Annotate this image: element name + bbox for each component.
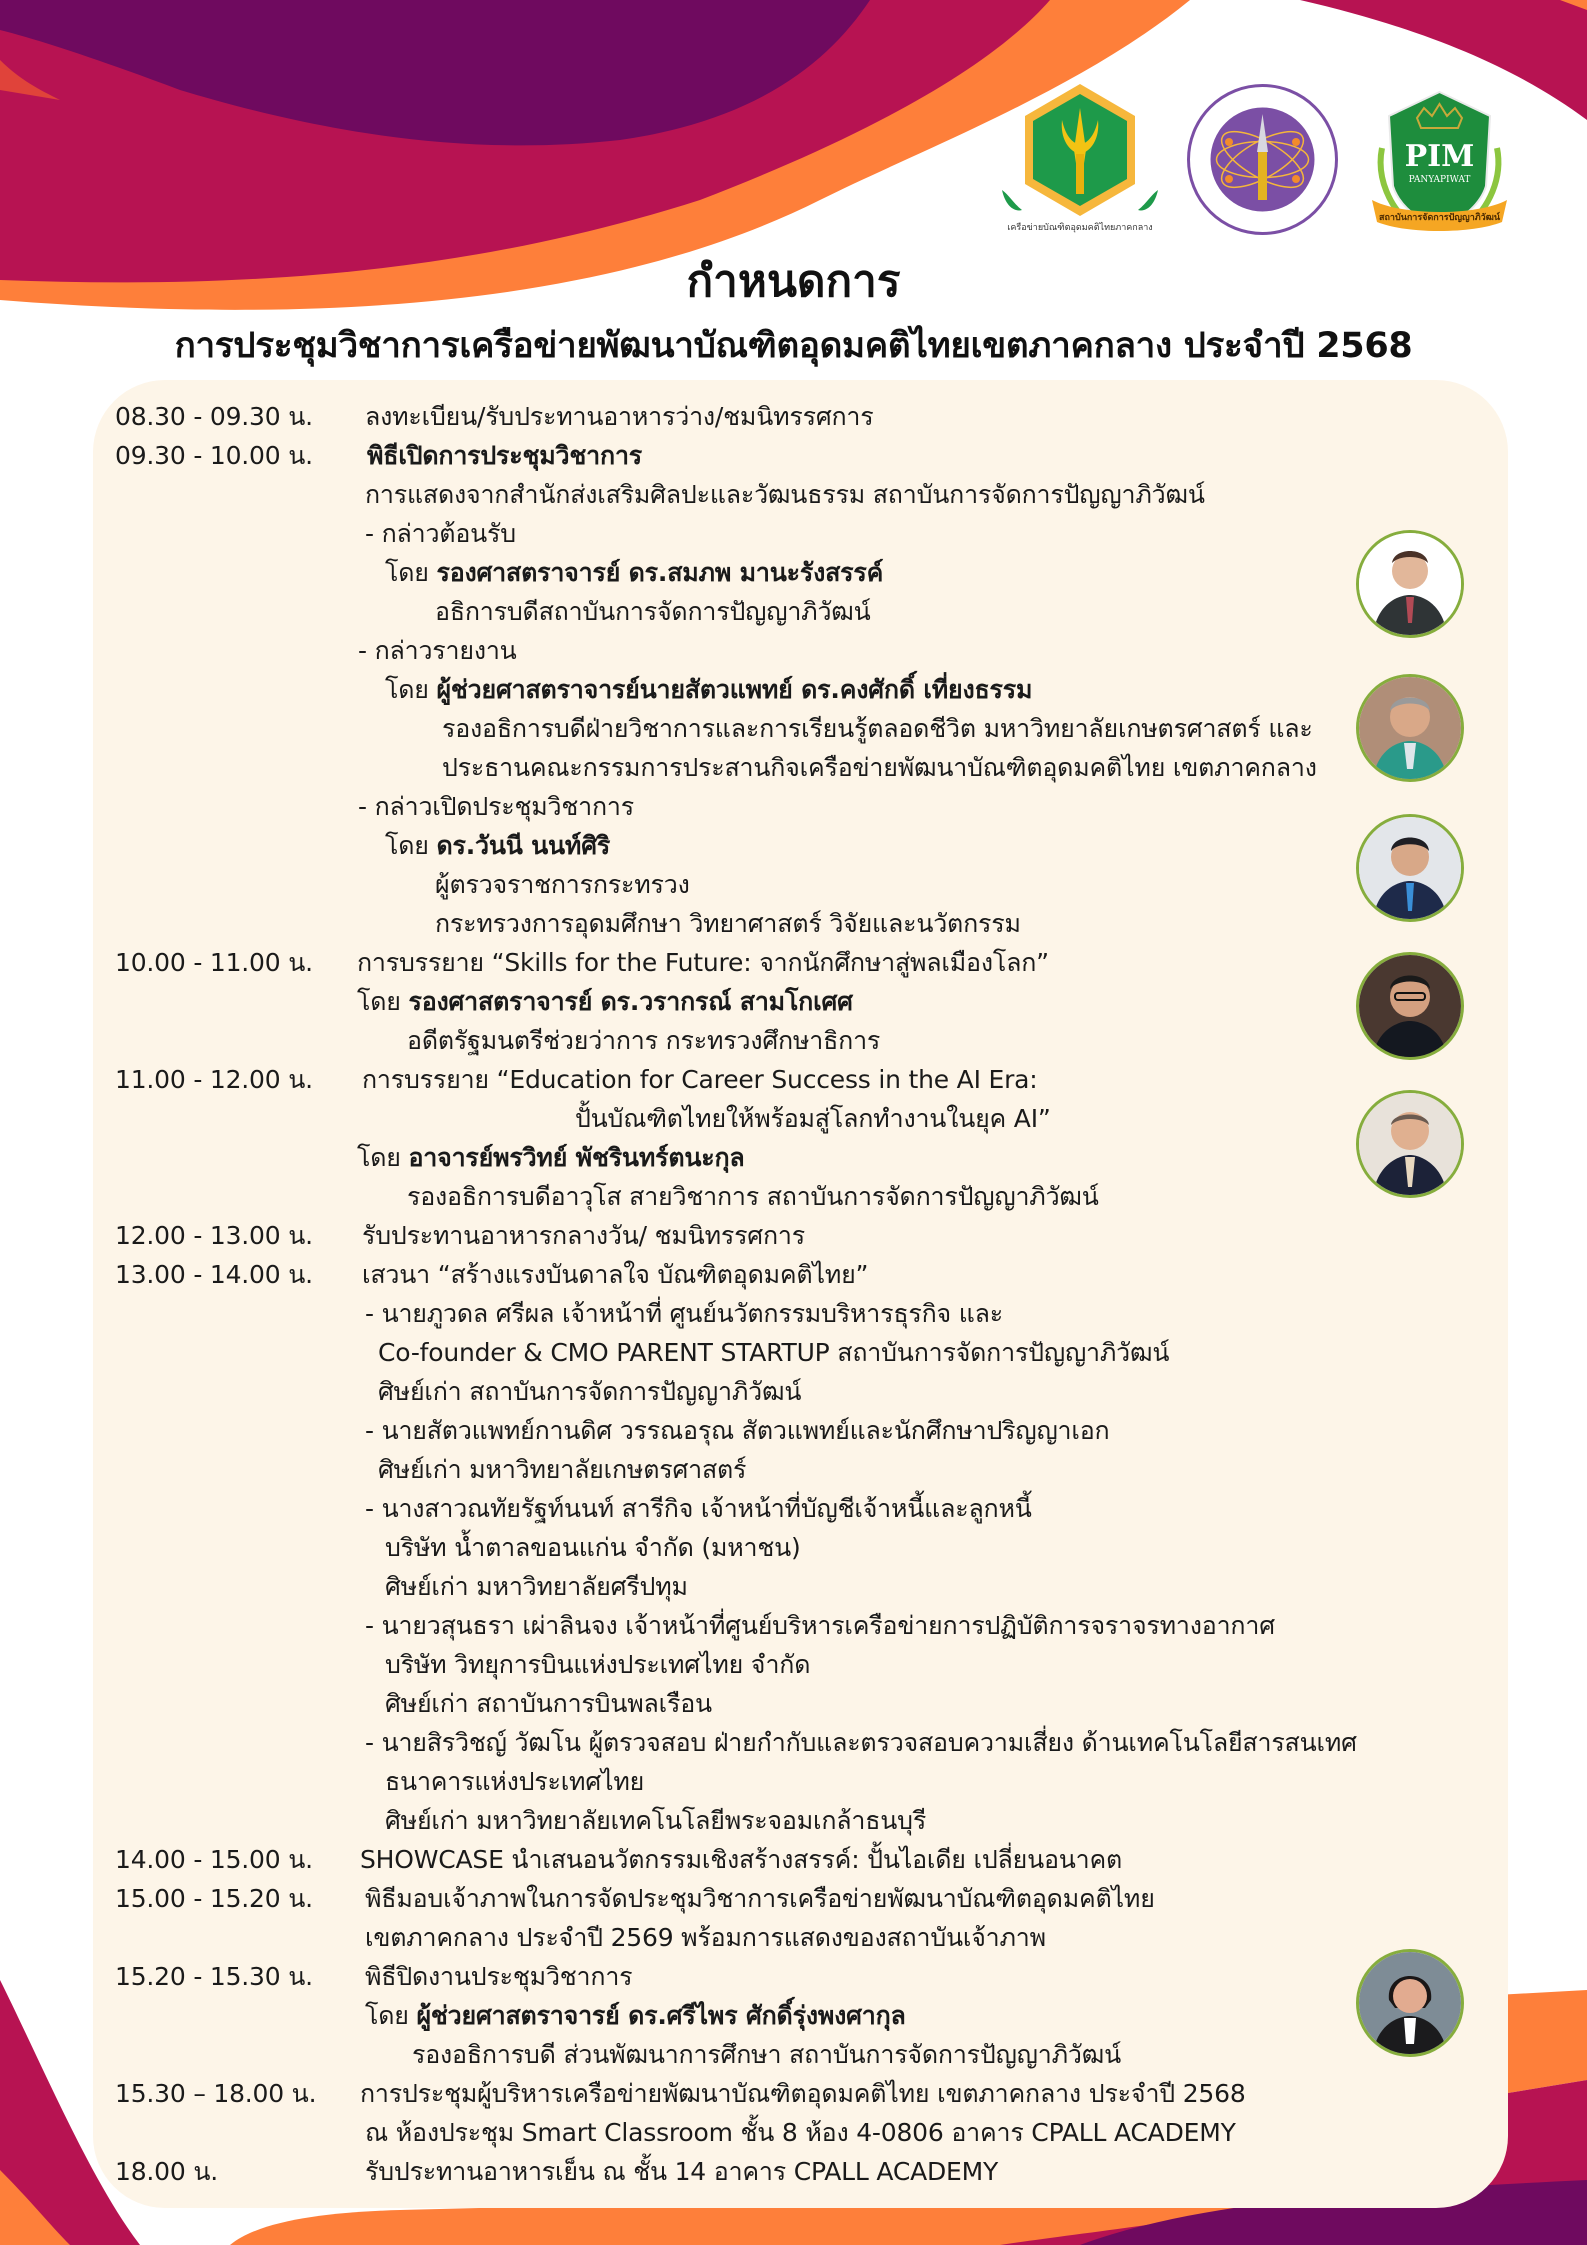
agenda-item: พิธีมอบเจ้าภาพในการจัดประชุมวิชาการเครือข่ายพัฒนาบัณฑิตอุดมคติไทย (365, 1884, 1155, 1913)
speaker-photo (1356, 1949, 1464, 2057)
speaker-line (357, 987, 853, 1017)
time-slot: 18.00 น. (115, 2157, 218, 2186)
speaker-line (385, 558, 883, 588)
by-label: โดย (385, 675, 429, 704)
agenda-item: การบรรยาย “Skills for the Future: จากนักศึกษาสู่พลเมืองโลก” (357, 948, 1049, 977)
speaker-line (385, 675, 1032, 705)
time-slot: 15.30 – 18.00 น. (115, 2079, 317, 2108)
mhesi-logo (1185, 82, 1340, 237)
time-slot: 09.30 - 10.00 น. (115, 441, 313, 470)
page-title: กำหนดการ (686, 256, 901, 307)
svg-text:PIM: PIM (1404, 139, 1475, 174)
segment-label: - กล่าวต้อนรับ (365, 519, 516, 548)
time-slot: 13.00 - 14.00 น. (115, 1260, 313, 1289)
agenda-item: เสวนา “สร้างแรงบันดาลใจ บัณฑิตอุดมคติไทย” (362, 1260, 869, 1289)
speaker-position: รองอธิการบดีฝ่ายวิชาการและการเรียนรู้ตลอดชีวิต มหาวิทยาลัยเกษตรศาสตร์ และ (442, 714, 1313, 743)
speaker-name: รองศาสตราจารย์ ดร.สมภพ มานะรังสรรค์ (436, 558, 884, 587)
agenda-item: พิธีปิดงานประชุมวิชาการ (365, 1962, 633, 1991)
panelist: - นางสาวณทัยรัฐท์นนท์ สารีกิจ เจ้าหน้าที่บัญชีเจ้าหนี้และลูกหนี้ (365, 1494, 1032, 1523)
panelist: - นายสัตวแพทย์กานดิศ วรรณอรุณ สัตวแพทย์และนักศึกษาปริญญาเอก (365, 1416, 1110, 1445)
speaker-line (365, 2001, 906, 2031)
speaker-position: กระทรวงการอุดมศึกษา วิทยาศาสตร์ วิจัยและนวัตกรรม (435, 909, 1021, 938)
agenda-item: ณ ห้องประชุม Smart Classroom ชั้น 8 ห้อง 4-0806 อาคาร CPALL ACADEMY (365, 2118, 1236, 2147)
time-slot: 12.00 - 13.00 น. (115, 1221, 313, 1250)
panelist-detail: Co-founder & CMO PARENT STARTUP สถาบันการจัดการปัญญาภิวัฒน์ (378, 1338, 1170, 1367)
time-slot: 14.00 - 15.00 น. (115, 1845, 313, 1874)
speaker-photo (1356, 952, 1464, 1060)
speaker-photo (1356, 1090, 1464, 1198)
svg-text:เครือข่ายบัณฑิตอุดมคติไทยภาคกล: เครือข่ายบัณฑิตอุดมคติไทยภาคกลาง (1007, 223, 1153, 233)
panelist-detail: ศิษย์เก่า มหาวิทยาลัยศรีปทุม (385, 1572, 688, 1601)
panelist: - นายสิรวิชญ์ วัฒโน ผู้ตรวจสอบ ฝ่ายกำกับและตรวจสอบความเสี่ยง ด้านเทคโนโลยีสารสนเทศ (365, 1728, 1357, 1757)
agenda-item: ลงทะเบียน/รับประทานอาหารว่าง/ชมนิทรรศการ (365, 402, 874, 431)
by-label: โดย (385, 831, 429, 860)
by-label: โดย (385, 558, 429, 587)
segment-label: - กล่าวรายงาน (358, 636, 517, 665)
time-slot: 11.00 - 12.00 น. (115, 1065, 313, 1094)
panelist-detail: บริษัท น้ำตาลขอนแก่น จำกัด (มหาชน) (385, 1533, 801, 1562)
wave-orange-right (1496, 1990, 1587, 2095)
agenda-item: รับประทานอาหารเย็น ณ ชั้น 14 อาคาร CPALL ACADEMY (365, 2157, 999, 2186)
speaker-position: ประธานคณะกรรมการประสานกิจเครือข่ายพัฒนาบัณฑิตอุดมคติไทย เขตภาคกลาง (442, 753, 1317, 782)
panelist-detail: ศิษย์เก่า มหาวิทยาลัยเทคโนโลยีพระจอมเกล้าธนบุรี (385, 1806, 927, 1835)
segment-label: - กล่าวเปิดประชุมวิชาการ (358, 792, 634, 821)
speaker-line (357, 1143, 745, 1173)
time-slot: 08.30 - 09.30 น. (115, 402, 313, 431)
speaker-photo (1356, 814, 1464, 922)
speaker-position: อดีตรัฐมนตรีช่วยว่าการ กระทรวงศึกษาธิการ (407, 1026, 881, 1055)
agenda-item: การประชุมผู้บริหารเครือข่ายพัฒนาบัณฑิตอุดมคติไทย เขตภาคกลาง ประจำปี 2568 (360, 2079, 1246, 2108)
panelist-detail: ศิษย์เก่า มหาวิทยาลัยเกษตรศาสตร์ (378, 1455, 747, 1484)
pim-logo (1362, 88, 1517, 243)
svg-text:สถาบันการจัดการปัญญาภิวัฒน์: สถาบันการจัดการปัญญาภิวัฒน์ (1378, 213, 1501, 223)
speaker-position: รองอธิการบดี ส่วนพัฒนาการศึกษา สถาบันการจัดการปัญญาภิวัฒน์ (412, 2040, 1122, 2069)
agenda-title: พิธีเปิดการประชุมวิชาการ (367, 441, 643, 470)
page-subtitle: การประชุมวิชาการเครือข่ายพัฒนาบัณฑิตอุดมคติไทยเขตภาคกลาง ประจำปี 2568 (174, 326, 1413, 366)
speaker-name: ดร.วันนี นนท์ศิริ (436, 831, 611, 860)
speaker-name: ผู้ช่วยศาสตราจารย์ ดร.ศรีไพร ศักดิ์รุ่งพงศากุล (416, 2001, 906, 2030)
panelist-detail: บริษัท วิทยุการบินแห่งประเทศไทย จำกัด (385, 1650, 811, 1679)
panelist-detail: ศิษย์เก่า สถาบันการบินพลเรือน (385, 1689, 712, 1718)
svg-text:PANYAPIWAT: PANYAPIWAT (1408, 175, 1471, 185)
agenda-item: เขตภาคกลาง ประจำปี 2569 พร้อมการแสดงของสถาบันเจ้าภาพ (365, 1923, 1046, 1952)
speaker-position: รองอธิการบดีอาวุโส สายวิชาการ สถาบันการจัดการปัญญาภิวัฒน์ (407, 1182, 1099, 1211)
time-slot: 15.00 - 15.20 น. (115, 1884, 313, 1913)
speaker-name: รองศาสตราจารย์ ดร.วรากรณ์ สามโกเศศ (408, 987, 853, 1016)
central-thai-graduate-network-logo (990, 80, 1170, 240)
speaker-position: ผู้ตรวจราชการกระทรวง (435, 870, 690, 899)
agenda-item: ปั้นบัณฑิตไทยให้พร้อมสู่โลกทำงานในยุค AI” (575, 1104, 1051, 1133)
speaker-name: ผู้ช่วยศาสตราจารย์นายสัตวแพทย์ ดร.คงศักดิ์ เที่ยงธรรม (436, 675, 1033, 704)
panelist-detail: ศิษย์เก่า สถาบันการจัดการปัญญาภิวัฒน์ (378, 1377, 802, 1406)
agenda-item: การแสดงจากสำนักส่งเสริมศิลปะและวัฒนธรรม สถาบันการจัดการปัญญาภิวัฒน์ (365, 480, 1205, 509)
agenda-item: SHOWCASE นำเสนอนวัตกรรมเชิงสร้างสรรค์: ปั้นไอเดีย เปลี่ยนอนาคต (360, 1845, 1123, 1874)
speaker-photo (1356, 530, 1464, 638)
by-label: โดย (365, 2001, 409, 2030)
speaker-position: อธิการบดีสถาบันการจัดการปัญญาภิวัฒน์ (435, 597, 871, 626)
time-slot: 10.00 - 11.00 น. (115, 948, 313, 977)
time-slot: 15.20 - 15.30 น. (115, 1962, 313, 1991)
panelist: - นายภูวดล ศรีผล เจ้าหน้าที่ ศูนย์นวัตกรรมบริหารธุรกิจ และ (365, 1299, 1004, 1328)
agenda-item: รับประทานอาหารกลางวัน/ ชมนิทรรศการ (362, 1221, 805, 1250)
speaker-line (385, 831, 610, 861)
speaker-name: อาจารย์พรวิทย์ พัชรินทร์ตนะกุล (408, 1143, 745, 1172)
agenda-item: การบรรยาย “Education for Career Success in the AI Era: (362, 1065, 1038, 1094)
panelist-detail: ธนาคารแห่งประเทศไทย (385, 1767, 645, 1796)
speaker-photo (1356, 674, 1464, 782)
panelist: - นายวสุนธรา เผ่าลินจง เจ้าหน้าที่ศูนย์บริหารเครือข่ายการปฏิบัติการจราจรทางอากาศ (365, 1611, 1275, 1640)
by-label: โดย (357, 987, 401, 1016)
by-label: โดย (357, 1143, 401, 1172)
